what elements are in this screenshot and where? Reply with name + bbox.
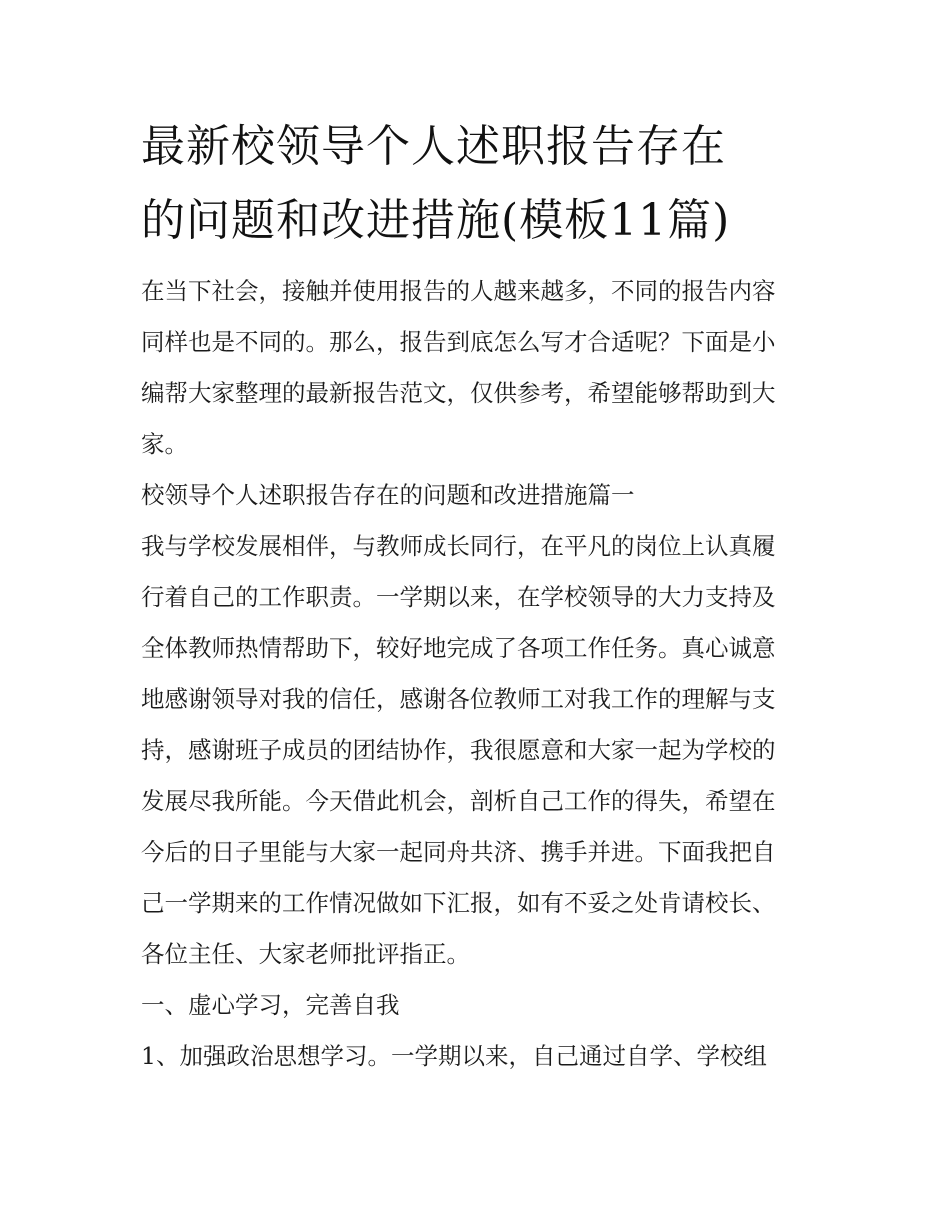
section-heading	[141, 470, 816, 521]
text-line: 各位主任、大家老师批评指正。	[141, 940, 470, 968]
subheading	[141, 980, 816, 1031]
text-line: 家。	[141, 430, 188, 458]
document-title	[141, 110, 816, 258]
document-body	[141, 266, 816, 1082]
text-line: 一、虚心学习，完善自我	[141, 991, 400, 1019]
text-line: 今后的日子里能与大家一起同舟共济、携手并进。下面我把自	[141, 838, 776, 866]
title-line-2-text: 的问题和改进措施(模板11篇)	[141, 195, 731, 246]
title-line-2	[141, 184, 816, 258]
text-line: 行着自己的工作职责。一学期以来，在学校领导的大力支持及	[141, 583, 776, 611]
text-line: 校领导个人述职报告存在的问题和改进措施篇一	[141, 481, 635, 509]
intro-paragraph	[141, 266, 816, 470]
text-line: 编帮大家整理的最新报告范文，仅供参考，希望能够帮助到大	[141, 379, 776, 407]
text-line: 同样也是不同的。那么，报告到底怎么写才合适呢？下面是小	[141, 328, 776, 356]
body-paragraph	[141, 521, 816, 980]
title-line-1: 最新校领导个人述职报告存在	[141, 121, 726, 172]
text-line: 地感谢领导对我的信任，感谢各位教师工对我工作的理解与支	[141, 685, 776, 713]
text-line: 我与学校发展相伴，与教师成长同行，在平凡的岗位上认真履	[141, 532, 776, 560]
text-line: 己一学期来的工作情况做如下汇报，如有不妥之处肯请校长、	[141, 889, 776, 917]
text-line: 1、加强政治思想学习。一学期以来，自己通过自学、学校组	[141, 1042, 767, 1070]
text-line: 全体教师热情帮助下，较好地完成了各项工作任务。真心诚意	[141, 634, 776, 662]
document-page	[141, 110, 816, 1082]
text-line: 在当下社会，接触并使用报告的人越来越多，不同的报告内容	[141, 277, 776, 305]
text-line: 持，感谢班子成员的团结协作，我很愿意和大家一起为学校的	[141, 736, 776, 764]
text-line: 发展尽我所能。今天借此机会，剖析自己工作的得失，希望在	[141, 787, 776, 815]
list-item	[141, 1031, 816, 1082]
